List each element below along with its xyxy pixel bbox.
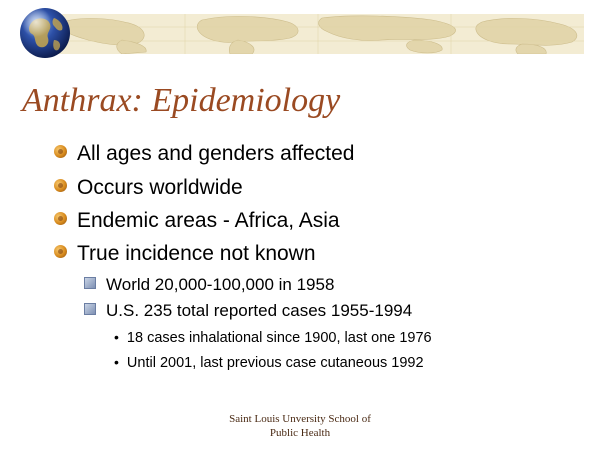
bullet-icon [54,245,67,258]
sub-bullet-text: U.S. 235 total reported cases 1955-1994 [106,301,413,320]
sub-sub-bullet-item [114,329,432,346]
bullet-text: Endemic areas - Africa, Asia [77,209,340,232]
footer-line: Saint Louis Unversity School of [229,413,371,425]
sub-bullet-text: World 20,000-100,000 in 1958 [106,275,335,294]
world-map-banner [52,14,584,54]
dot-bullet-icon: • [114,354,119,370]
bullet-icon [54,145,67,158]
bullet-text: True incidence not known [77,242,316,265]
sub-sub-bullet-text: Until 2001, last previous case cutaneous 1992 [126,355,424,371]
dot-bullet-icon: • [114,329,119,345]
bullet-item [54,176,243,200]
slide-title: Anthrax: Epidemiology [22,82,341,119]
sub-bullet-item [84,301,412,321]
slide-footer [0,412,600,440]
bullet-item [54,142,354,166]
square-bullet-icon [84,303,96,315]
sub-sub-bullet-text: 18 cases inhalational since 1900, last one 1976 [126,330,432,346]
footer-line: Public Health [269,427,331,439]
globe-icon [18,6,72,60]
bullet-item [54,209,340,233]
bullet-icon [54,179,67,192]
bullet-icon [54,212,67,225]
square-bullet-icon [84,277,96,289]
bullet-text: Occurs worldwide [77,176,243,199]
sub-bullet-item [84,275,334,295]
bullet-text: All ages and genders affected [77,142,355,165]
sub-sub-bullet-item [114,354,424,371]
bullet-item [54,242,316,266]
